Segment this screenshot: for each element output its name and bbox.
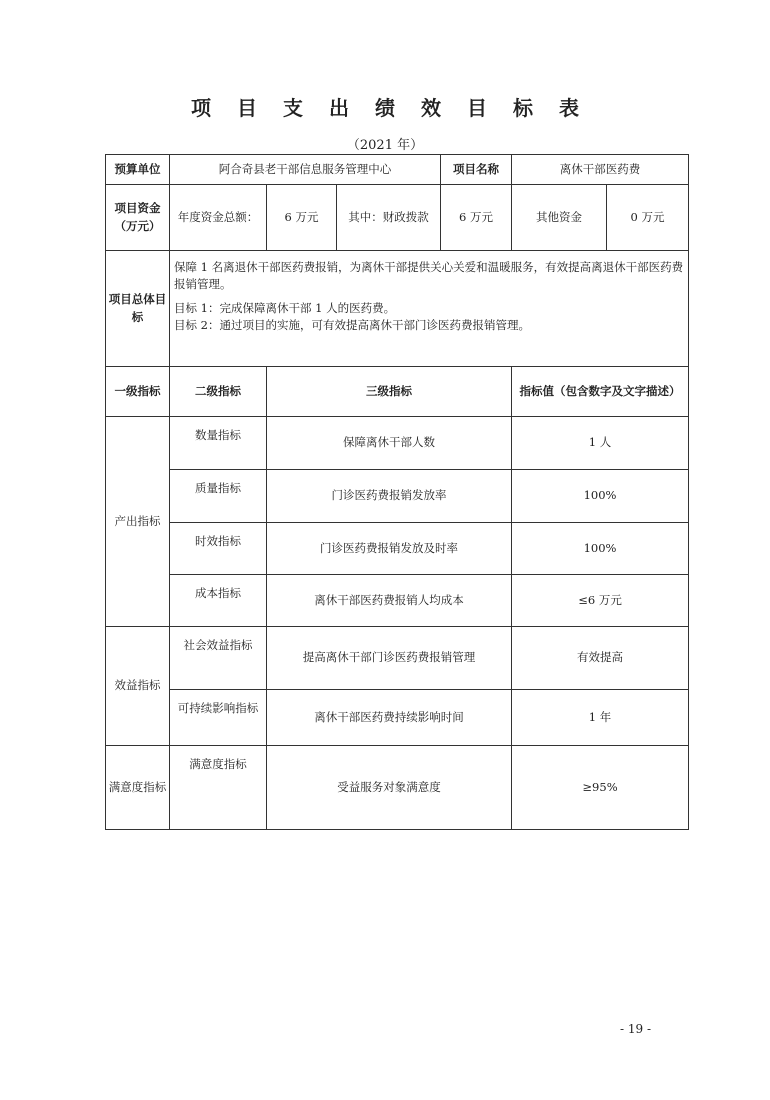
level2-cell: 满意度指标	[170, 746, 267, 830]
level3-cell: 门诊医药费报销发放及时率	[267, 523, 512, 575]
project-name-label: 项目名称	[441, 155, 512, 185]
group-name-satisfaction: 满意度指标	[106, 746, 170, 830]
funds-other-label: 其他资金	[512, 185, 607, 251]
level2-cell: 数量指标	[170, 417, 267, 470]
value-cell: ≥95%	[512, 746, 689, 830]
level2-cell: 可持续影响指标	[170, 690, 267, 746]
level3-cell: 离休干部医药费报销人均成本	[267, 575, 512, 627]
indicator-row	[106, 746, 689, 830]
performance-table	[105, 154, 689, 830]
col-level3: 三级指标	[267, 367, 512, 417]
value-cell: 1 年	[512, 690, 689, 746]
level2-cell: 成本指标	[170, 575, 267, 627]
level3-cell: 门诊医药费报销发放率	[267, 470, 512, 523]
col-level2: 二级指标	[170, 367, 267, 417]
value-cell: 100%	[512, 523, 689, 575]
budget-unit-label: 预算单位	[106, 155, 170, 185]
indicator-row	[106, 470, 689, 523]
indicator-row	[106, 690, 689, 746]
funds-fiscal-label: 其中：财政拨款	[337, 185, 441, 251]
col-value: 指标值（包含数字及文字描述）	[512, 367, 689, 417]
level3-cell: 离休干部医药费持续影响时间	[267, 690, 512, 746]
value-cell: 1 人	[512, 417, 689, 470]
funds-fiscal-value: 6 万元	[441, 185, 512, 251]
group-name-benefit: 效益指标	[106, 627, 170, 746]
overall-goal-1: 目标 1：完成保障离休干部 1 人的医药费。	[174, 300, 396, 315]
indicator-row	[106, 417, 689, 470]
level2-cell: 社会效益指标	[170, 627, 267, 690]
header-row	[106, 155, 689, 185]
year-subtitle: （2021 年）	[346, 138, 424, 153]
overall-goal-description: 保障 1 名离退休干部医药费报销，为离休干部提供关心关爱和温暖服务，有效提高离退休干部医药费报销管理。	[174, 260, 684, 292]
page-title: 项目支出绩效目标表	[191, 96, 605, 120]
funds-other-value: 0 万元	[607, 185, 689, 251]
project-name-value: 离休干部医药费	[512, 155, 689, 185]
group-name-output: 产出指标	[106, 417, 170, 627]
funds-label: 项目资金（万元）	[106, 185, 170, 251]
overall-goal-row	[106, 251, 689, 367]
indicator-row	[106, 627, 689, 690]
level3-cell: 保障离休干部人数	[267, 417, 512, 470]
funds-total-value: 6 万元	[267, 185, 337, 251]
overall-goal-content	[170, 251, 689, 367]
overall-goal-2: 目标 2：通过项目的实施，可有效提高离休干部门诊医药费报销管理。	[174, 317, 530, 332]
funds-row	[106, 185, 689, 251]
indicator-row	[106, 523, 689, 575]
value-cell: ≤6 万元	[512, 575, 689, 627]
level2-cell: 时效指标	[170, 523, 267, 575]
level3-cell: 受益服务对象满意度	[267, 746, 512, 830]
budget-unit-value: 阿合奇县老干部信息服务管理中心	[170, 155, 441, 185]
funds-total-label: 年度资金总额：	[170, 185, 267, 251]
level3-cell: 提高离休干部门诊医药费报销管理	[267, 627, 512, 690]
indicator-row	[106, 575, 689, 627]
value-cell: 100%	[512, 470, 689, 523]
level2-cell: 质量指标	[170, 470, 267, 523]
column-header-row	[106, 367, 689, 417]
col-level1: 一级指标	[106, 367, 170, 417]
overall-goal-label: 项目总体目标	[106, 251, 170, 367]
value-cell: 有效提高	[512, 627, 689, 690]
page-number: - 19 -	[620, 1022, 652, 1036]
